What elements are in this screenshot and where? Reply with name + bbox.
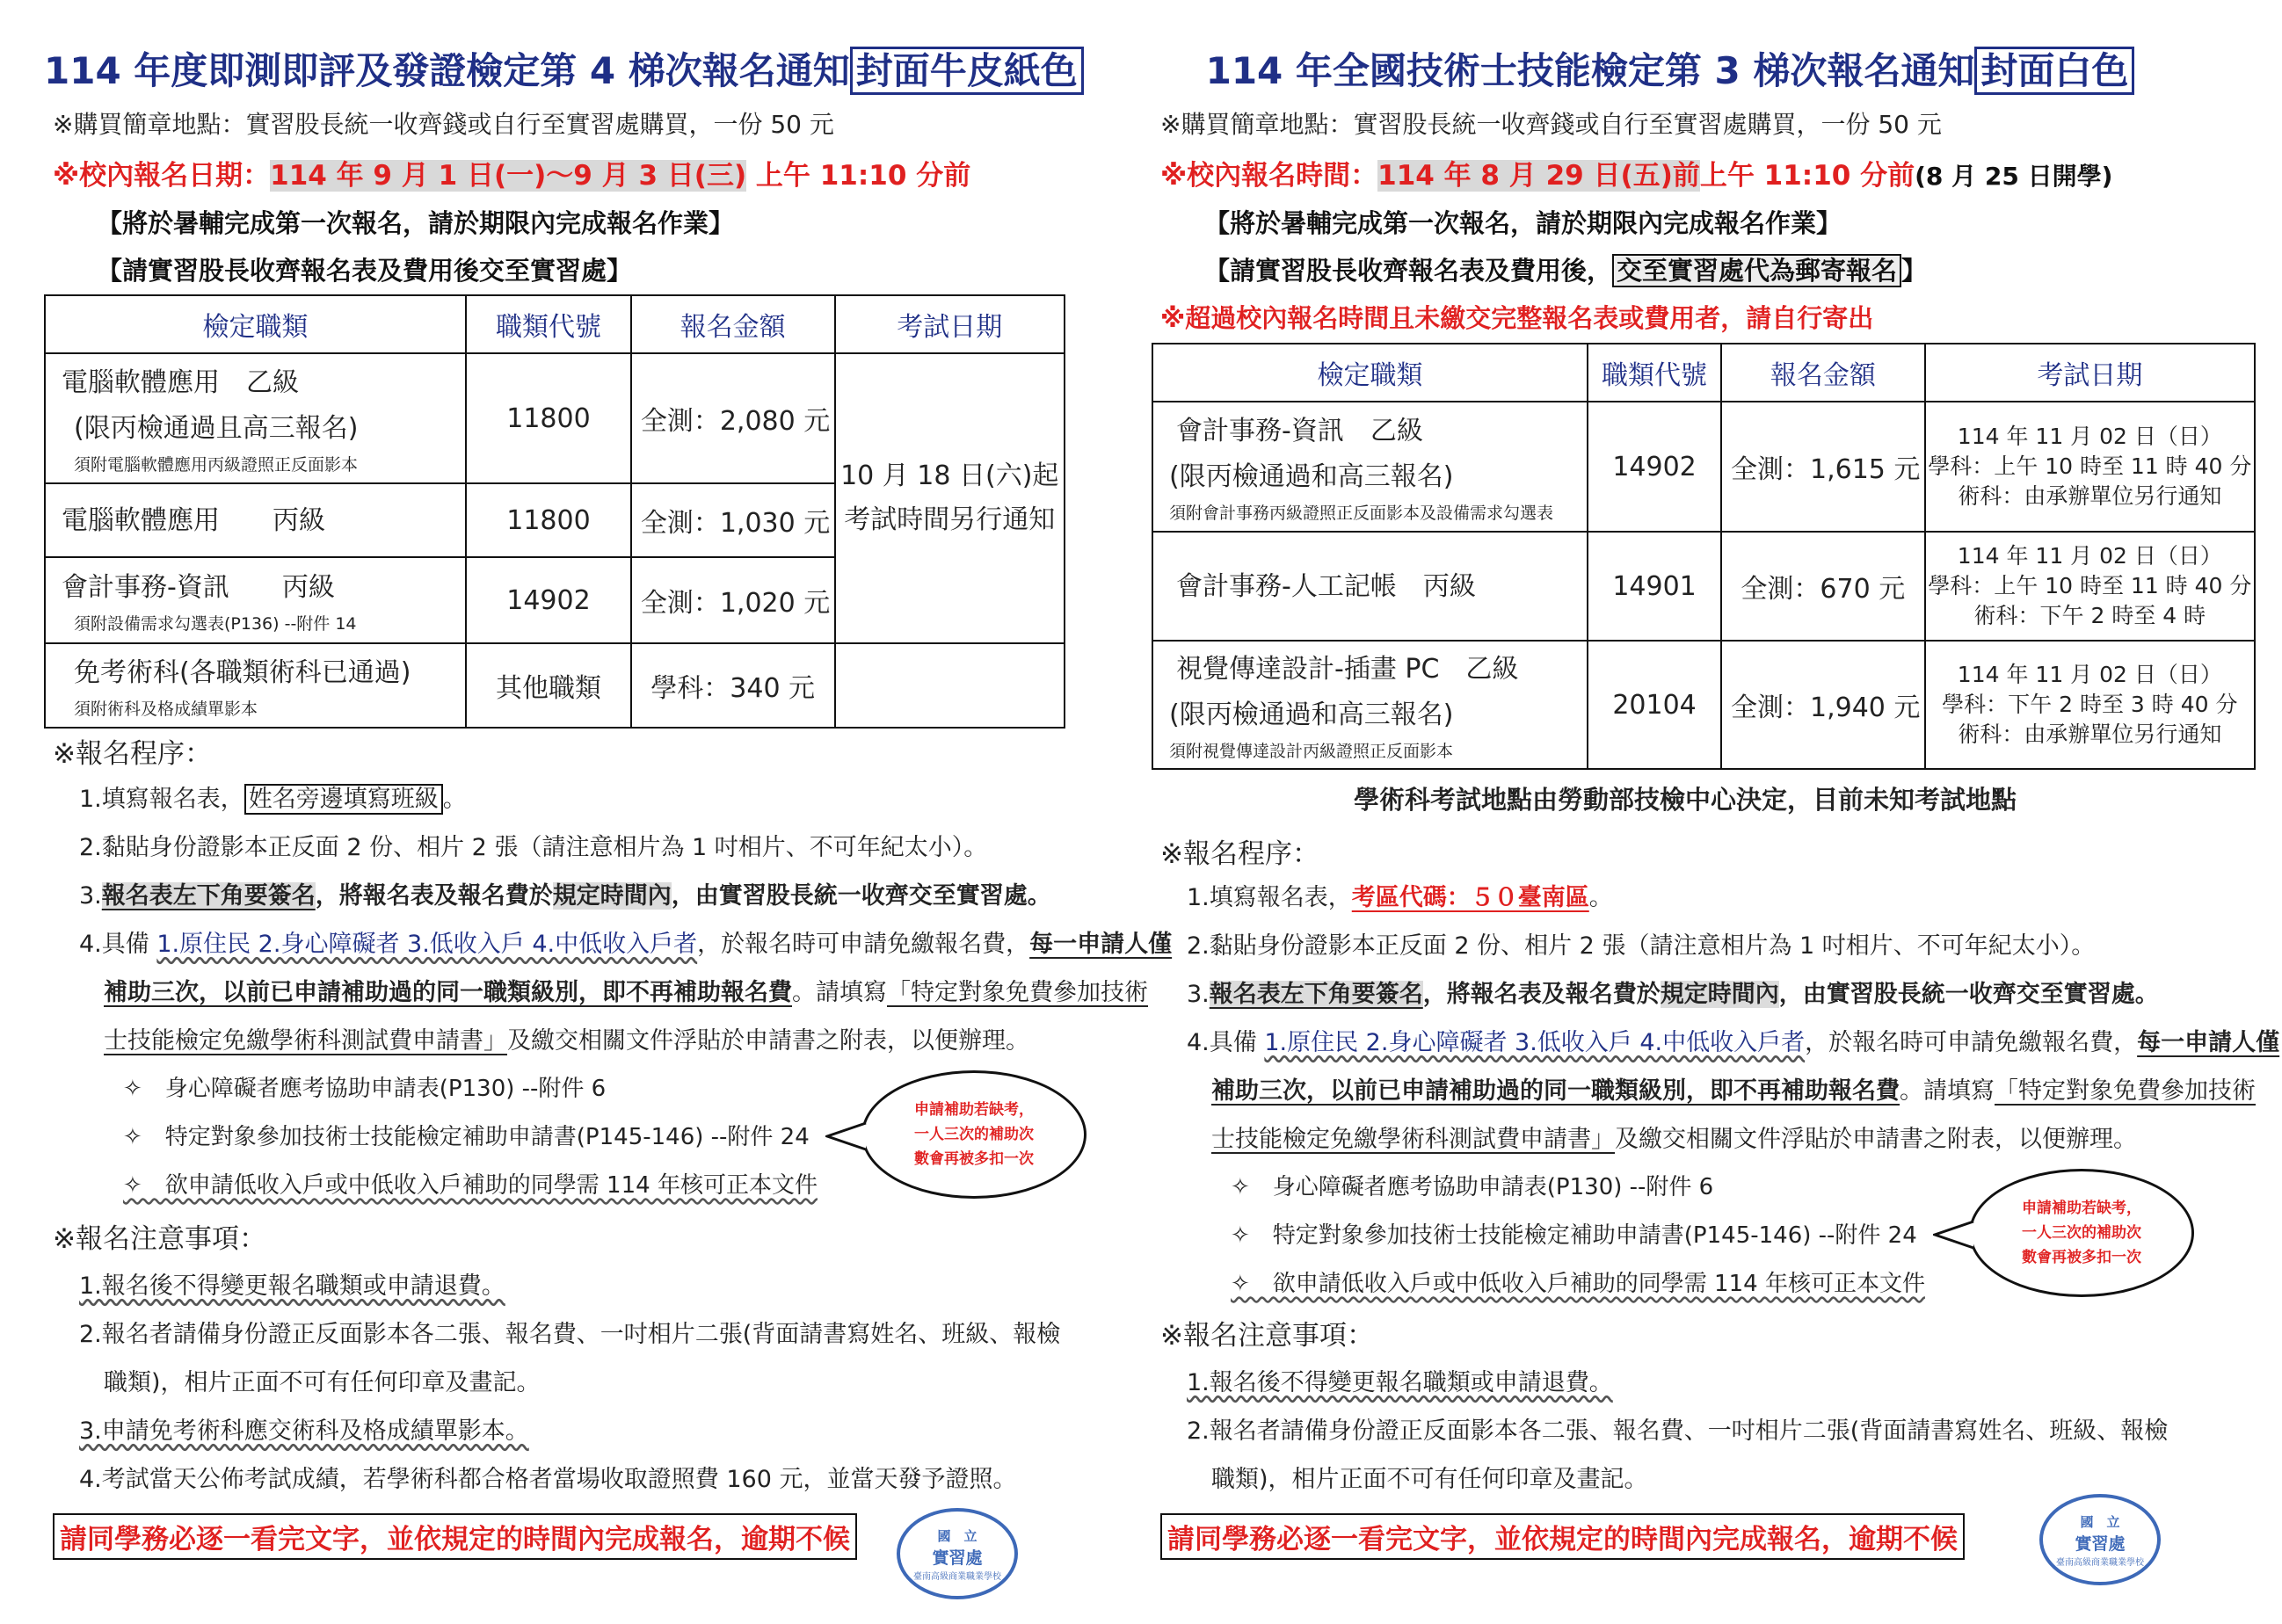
purchase-info: ※購買簡章地點：實習股長統一收齊錢或自行至實習處購買，一份 50 元 [1160, 110, 1942, 139]
list-item: ✧ 身心障礙者應考協助申請表(P130) --附件 6 [1231, 1174, 1714, 1200]
note-3: 3.申請免考術科應交術科及格成績單影本。 [79, 1417, 529, 1445]
page-title: 114 年度即測即評及發證檢定第 4 梯次報名通知 封面牛皮紙色 [44, 42, 1081, 95]
procedure-step-3: 3.報名表左下角要簽名，將報名表及報名費於規定時間內，由實習股長統一收齊交至實習處。 [1187, 981, 2159, 1008]
reminder-bubble: 申請補助若缺考， 一人三次的補助次 數會再被多扣一次 [1969, 1169, 2194, 1297]
exam-table [1152, 343, 2256, 770]
note-2: 2.報名者請備身份證正反面影本各二張、報名費、一吋相片二張(背面請書寫姓名、班級、報檢 [1187, 1417, 2169, 1445]
exam-date: 10 月 18 日(六)起 考試時間另行通知 [835, 353, 1065, 643]
purchase-info: ※購買簡章地點：實習股長統一收齊錢或自行至實習處購買，一份 50 元 [53, 110, 834, 139]
bracket-note-2: 【請實習股長收齊報名表及費用後交至實習處】 [97, 256, 633, 286]
note-1: 1.報名後不得變更報名職類或申請退費。 [1187, 1369, 1613, 1396]
location-note: 學術科考試地點由勞動部技檢中心決定，目前未知考試地點 [1354, 785, 2017, 815]
final-reminder: 請同學務必逐一看完文字，並依規定的時間內完成報名，逾期不候 [53, 1513, 857, 1560]
notes-heading: ※報名注意事項： [53, 1223, 266, 1255]
cover-color-label: 封面牛皮紙色 [850, 47, 1084, 95]
list-item: ✧ 欲申請低收入戶或中低收入戶補助的同學需 114 年核可正本文件 [1231, 1271, 1925, 1297]
table-header: 檢定職類 職類代號 報名金額 考試日期 [1152, 344, 2255, 402]
list-item: ✧ 特定對象參加技術士技能檢定補助申請書(P145-146) --附件 24 [1231, 1222, 1917, 1249]
procedure-heading: ※報名程序： [1160, 838, 1319, 870]
final-reminder: 請同學務必逐一看完文字，並依規定的時間內完成報名，逾期不候 [1160, 1513, 1965, 1560]
list-item: ✧ 欲申請低收入戶或中低收入戶補助的同學需 114 年核可正本文件 [123, 1172, 818, 1199]
list-item: ✧ 身心障礙者應考協助申請表(P130) --附件 6 [123, 1076, 607, 1102]
notes-heading: ※報名注意事項： [1160, 1320, 1374, 1352]
page-title: 114 年全國技術士技能檢定第 3 梯次報名通知 封面白色 [1152, 42, 2189, 95]
deadline: ※校內報名日期：114 年 9 月 1 日(一)～9 月 3 日(三) 上午 11:10 分前 [53, 160, 971, 192]
list-item: ✧ 特定對象參加技術士技能檢定補助申請書(P145-146) --附件 24 [123, 1124, 810, 1150]
procedure-heading: ※報名程序： [53, 738, 212, 770]
cover-color-label: 封面白色 [1974, 47, 2134, 95]
note-1: 1.報名後不得變更報名職類或申請退費。 [79, 1272, 505, 1300]
school-stamp: 國 立 實習處 臺南高級商業職業學校 [897, 1508, 1018, 1599]
procedure-step-1: 1.填寫報名表，考區代碼：５０臺南區。 [1187, 884, 1613, 911]
exam-table [44, 294, 1065, 729]
note-2: 2.報名者請備身份證正反面影本各二張、報名費、一吋相片二張(背面請書寫姓名、班級、報檢 [79, 1321, 1061, 1348]
school-stamp: 國 立 實習處 臺南高級商業職業學校 [2039, 1494, 2161, 1585]
deadline: ※校內報名時間：114 年 8 月 29 日(五)前上午 11:10 分前(8 月 25 日開學) [1160, 160, 2113, 192]
procedure-step-4: 4.具備 1.原住民 2.身心障礙者 3.低收入戶 4.中低收入戶者，於報名時可申請免繳報名費，每一申請人僅 [79, 931, 1173, 958]
bracket-note-1: 【將於暑輔完成第一次報名，請於期限內完成報名作業】 [97, 208, 735, 238]
procedure-step-1: 1.填寫報名表， 姓名旁邊填寫班級 。 [79, 786, 467, 813]
reminder-bubble: 申請補助若缺考， 一人三次的補助次 數會再被多扣一次 [861, 1070, 1086, 1199]
bracket-note-2: 【請實習股長收齊報名表及費用後， 交至實習處代為郵寄報名 】 [1204, 256, 1928, 286]
procedure-step-3: 3.報名表左下角要簽名，將報名表及報名費於規定時間內，由實習股長統一收齊交至實習處。 [79, 882, 1051, 910]
right-notice: 114 年全國技術士技能檢定第 3 梯次報名通知 封面白色 ※購買簡章地點：實習股長統一收齊錢或自行至實習處購買，一份 50 元 ※校內報名時間：114 年 8 月 29 日(五)前上午 11:10 分前(8 月 25 日開學) 【將於暑輔完成第一次報名，請於期限內完成報名作業】 【請實習股長收齊報名表及費用後， 交至實習處代為郵寄報名 】 ※超過校內報名時間且未繳交完整報名表或費用者，請自行寄出 檢定職類 職類代號 報名金額 考試日期 會計事務-資訊 乙級 (限丙檢通過和高三報名) 須附會計事務丙級證照正反面影本及設備需求勾選表 14902 全測：1,615 元 114 年 11 月 02 日（日） 學科：上午 10 時至 11 時 40 分 術科：由承辦單位另行通知 會計事務-人工記帳 丙級 14901 全測：670 元 114 年 11 月 02 日（日） 學科：上午 10 時至 11 時 40 分 術科：下午 2 時至 4 時 視覺傳達設計-插畫 PC 乙級 (限丙檢通過和高三報名) 須附視覺傳達設計丙級證照正反面影本 20104 全測：1,940 元 114 年 11 月 02 日（日） 學科：下午 2 時至 3 時 40 分 術科：由承辦單位另行通知 學術科考試地點由勞動部技檢中心決定，目前未知考試地點 ※報名程序： 1.填寫報名表，考區代碼：５０臺南區。 2.黏貼身份證影本正反面 2 份、相片 2 張（請注意相片為 1 吋相片、不可年紀太小）。 3.報名表左下角要簽名，將報名表及報名費於規定時間內，由實習股長統一收齊交至實習處。 4.具備 1.原住民 2.身心障礙者 3.低收入戶 4.中低收入戶者，於報名時可申請免繳報名費，每一申請人僅 補助三次，以前已申請補助過的同一職類級別，即不再補助報名費。請填寫「特定對象免費參加技術 士技能檢定免繳學術科測試費申請書」及繳交相關文件浮貼於申請書之附表，以便辦理。 ✧ 身心障礙者應考協助申請表(P130) --附件 6 ✧ 特定對象參加技術士技能檢定補助申請書(P145-146) --附件 24 ✧ 欲申請低收入戶或中低收入戶補助的同學需 114 年核可正本文件 申請補助若缺考， 一人三次的補助次 數會再被多扣一次 ※報名注意事項： 1.報名後不得變更報名職類或申請退費。 2.報名者請備身份證正反面影本各二張、報名費、一吋相片二張(背面請書寫姓名、班級、報檢 職類)，相片正面不可有任何印章及畫記。 請同學務必逐一看完文字，並依規定的時間內完成報名，逾期不候 國 立 實習處 臺南高級商業職業學校 [1152, 0, 2266, 1624]
table-row: 會計事務-人工記帳 丙級 14901 全測：670 元 114 年 11 月 02 日（日） 學科：上午 10 時至 11 時 40 分 術科：下午 2 時至 4 時 [1152, 532, 2255, 641]
table-row: 會計事務-資訊 丙級 須附設備需求勾選表(P136) --附件 14 14902 全測：1,020 元 [45, 557, 1065, 643]
table-row: 免考術科(各職類術科已通過) 須附術科及格成績單影本 其他職類 學科：340 元 [45, 643, 1065, 728]
late-warning: ※超過校內報名時間且未繳交完整報名表或費用者，請自行寄出 [1160, 303, 1874, 333]
procedure-step-4: 4.具備 1.原住民 2.身心障礙者 3.低收入戶 4.中低收入戶者，於報名時可申請免繳報名費，每一申請人僅 [1187, 1029, 2280, 1056]
left-notice: 114 年度即測即評及發證檢定第 4 梯次報名通知 封面牛皮紙色 ※購買簡章地點：實習股長統一收齊錢或自行至實習處購買，一份 50 元 ※校內報名日期：114 年 9 月 1 日(一)～9 月 3 日(三) 上午 11:10 分前 【將於暑輔完成第一次報名，請於期限內完成報名作業】 【請實習股長收齊報名表及費用後交至實習處】 檢定職類 職類代號 報名金額 考試日期 電腦軟體應用 乙級 (限丙檢通過且高三報名) 須附電腦軟體應用丙級證照正反面影本 11800 全測：2,080 元 10 月 18 日(六)起 考試時間另行通知 電腦軟體應用 丙級 11800 全測：1,030 元 會計事務-資訊 丙級 須附設備需求勾選表(P136) --附件 14 14902 全測：1,020 元 免考術科(各職類術科已通過) 須附術科及格成績單影本 其他職類 學科：340 元 ※報名程序： 1.填寫報名表， 姓名旁邊填寫班級 。 2.黏貼身份證影本正反面 2 份、相片 2 張（請注意相片為 1 吋相片、不可年紀太小）。 3.報名表左下角要簽名，將報名表及報名費於規定時間內，由實習股長統一收齊交至實習處。 4.具備 1.原住民 2.身心障礙者 3.低收入戶 4.中低收入戶者，於報名時可申請免繳報名費，每一申請人僅 補助三次，以前已申請補助過的同一職類級別，即不再補助報名費。請填寫「特定對象免費參加技術 士技能檢定免繳學術科測試費申請書」及繳交相關文件浮貼於申請書之附表，以便辦理。 ✧ 身心障礙者應考協助申請表(P130) --附件 6 ✧ 特定對象參加技術士技能檢定補助申請書(P145-146) --附件 24 ✧ 欲申請低收入戶或中低收入戶補助的同學需 114 年核可正本文件 申請補助若缺考， 一人三次的補助次 數會再被多扣一次 ※報名注意事項： 1.報名後不得變更報名職類或申請退費。 2.報名者請備身份證正反面影本各二張、報名費、一吋相片二張(背面請書寫姓名、班級、報檢 職類)，相片正面不可有任何印章及畫記。 3.申請免考術科應交術科及格成績單影本。 4.考試當天公佈考試成績，若學術科都合格者當場收取證照費 160 元，並當天發予證照。 請同學務必逐一看完文字，並依規定的時間內完成報名，逾期不候 國 立 實習處 臺南高級商業職業學校 [44, 0, 1159, 1624]
table-row: 電腦軟體應用 丙級 11800 全測：1,030 元 [45, 483, 1065, 557]
note-4: 4.考試當天公佈考試成績，若學術科都合格者當場收取證照費 160 元，並當天發予證照。 [79, 1466, 1017, 1493]
procedure-step-2: 2.黏貼身份證影本正反面 2 份、相片 2 張（請注意相片為 1 吋相片、不可年紀太小）。 [1187, 932, 2096, 960]
table-row: 電腦軟體應用 乙級 (限丙檢通過且高三報名) 須附電腦軟體應用丙級證照正反面影本 11800 全測：2,080 元 10 月 18 日(六)起 考試時間另行通知 [45, 353, 1065, 483]
table-header: 檢定職類 職類代號 報名金額 考試日期 [45, 295, 1065, 353]
procedure-step-2: 2.黏貼身份證影本正反面 2 份、相片 2 張（請注意相片為 1 吋相片、不可年紀太小）。 [79, 834, 988, 861]
table-row: 會計事務-資訊 乙級 (限丙檢通過和高三報名) 須附會計事務丙級證照正反面影本及設備需求勾選表 14902 全測：1,615 元 114 年 11 月 02 日（日） 學科：上午 10 時至 11 時 40 分 術科：由承辦單位另行通知 [1152, 402, 2255, 532]
bracket-note-1: 【將於暑輔完成第一次報名，請於期限內完成報名作業】 [1204, 208, 1842, 238]
table-row: 視覺傳達設計-插畫 PC 乙級 (限丙檢通過和高三報名) 須附視覺傳達設計丙級證照正反面影本 20104 全測：1,940 元 114 年 11 月 02 日（日） 學科：下午 2 時至 3 時 40 分 術科：由承辦單位另行通知 [1152, 641, 2255, 769]
